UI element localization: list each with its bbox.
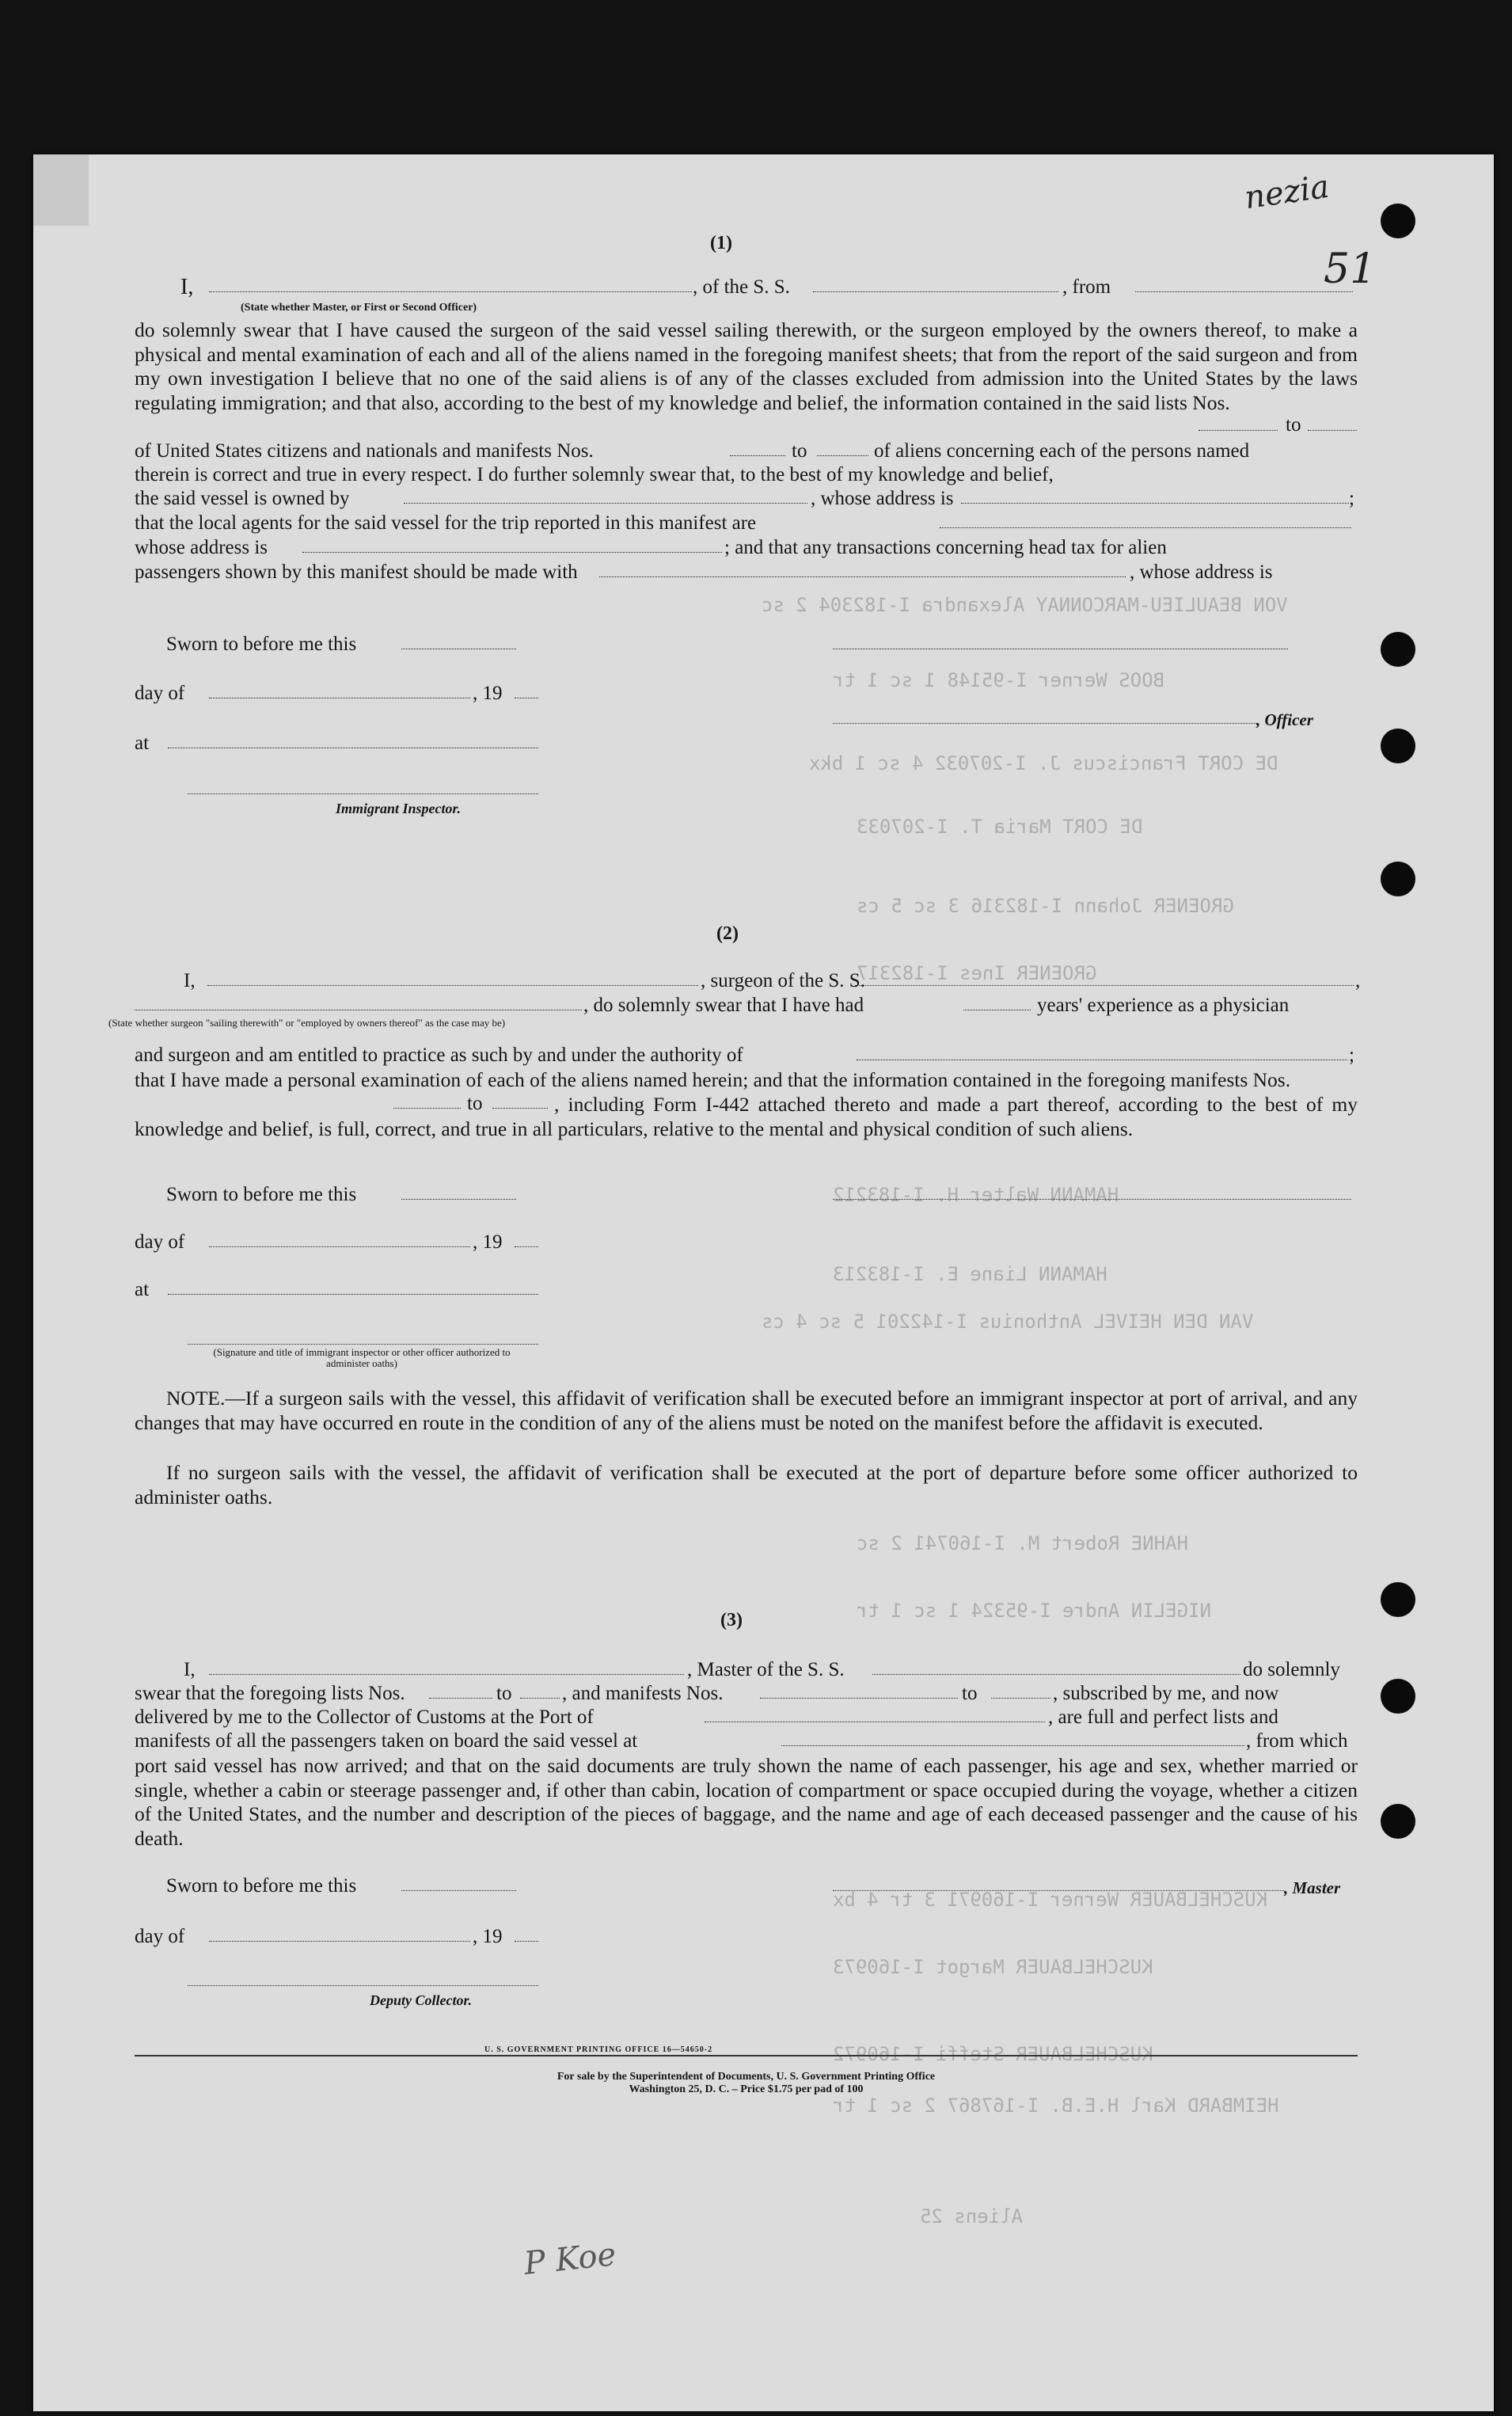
bleed-through-1: VON BEAULIEU-MARCONNAY Alexandra I-182304 2 sc xyxy=(762,594,1288,616)
bleed-through-11: NIGELIN Andre I-95324 1 sc 1 tr xyxy=(857,1600,1211,1622)
s2-manifests-to: to xyxy=(467,1093,483,1114)
s3-deputy-label: Deputy Collector. xyxy=(370,1992,472,2008)
section-3-number: (3) xyxy=(720,1610,743,1630)
s1-tax-contact-field[interactable] xyxy=(599,576,1126,577)
s3-master-signature-field[interactable] xyxy=(833,1890,1284,1891)
s3-body-paragraph: port said vessel has now arrived; and that on the said documents are truly shown the name of each passenger, his age and sex, whether married or single, whether a cabin or steerage passenger and, if other than cabin, location of compartment or space occupied during the voyage, whether a citizen of the United States, and the number and description of the pieces of baggage, and the name and age of each deceased passenger and the cause of his death. xyxy=(135,1754,1358,1850)
s3-to-1: to xyxy=(496,1683,512,1704)
s3-sworn-field[interactable] xyxy=(401,1890,516,1891)
s1-agents-field[interactable] xyxy=(940,527,1351,528)
s1-owner-field[interactable] xyxy=(404,503,807,504)
s1-citizens-text-b: of aliens concerning each of the persons named xyxy=(874,440,1250,462)
s1-owned-by: the said vessel is owned by xyxy=(135,488,350,509)
s1-manifests-from-field[interactable] xyxy=(730,455,785,456)
s2-year: , 19 xyxy=(473,1231,503,1253)
bleed-through-3: DE CORT Franciscus J. I-207032 4 sc 1 bkx xyxy=(809,752,1278,774)
bleed-through-9: VAN DEN HEIVEL Anthonius I-142201 5 sc 4 cs xyxy=(762,1311,1254,1333)
s1-citizens-to: to xyxy=(792,440,807,462)
s3-manifests-to-field[interactable] xyxy=(991,1698,1050,1699)
s3-ship-field[interactable] xyxy=(872,1674,1240,1675)
bleed-through-7: HAMANN Walter H. I-183212 xyxy=(833,1184,1119,1206)
bleed-through-10: HAHNE Robert M. I-160741 2 sc xyxy=(857,1532,1189,1554)
bleed-through-14: KUSCHELBAUER Steffi I-160972 xyxy=(833,2043,1153,2065)
s3-to-2: to xyxy=(962,1683,978,1704)
handwritten-signature: P Koe xyxy=(522,2236,618,2282)
s3-manifests-all: manifests of all the passengers taken on board the said vessel at xyxy=(135,1730,638,1752)
sale-line-1: For sale by the Superintendent of Documents, U. S. Government Printing Office xyxy=(557,2071,936,2083)
bleed-through-15: HEIMBARD Karl H.E.B. I-167867 2 sc 1 tr xyxy=(833,2095,1279,2117)
s1-ship-name-field[interactable] xyxy=(813,291,1058,292)
page-corner xyxy=(33,154,89,226)
s1-sworn-text: Sworn to before me this xyxy=(166,633,357,655)
punch-hole-1 xyxy=(1381,204,1415,238)
s2-surgeon-name-field[interactable] xyxy=(207,985,698,986)
s2-at: at xyxy=(135,1279,150,1300)
s1-day-of: day of xyxy=(135,683,185,704)
punch-hole-4 xyxy=(1381,862,1415,896)
s3-deputy-field[interactable] xyxy=(188,1985,538,1986)
s1-head-tax-text: ; and that any transactions concerning head tax for alien xyxy=(724,537,1167,558)
s2-comma: , xyxy=(1355,970,1361,991)
s2-years-text: years' experience as a physician xyxy=(1037,995,1290,1016)
s2-at-field[interactable] xyxy=(168,1294,538,1295)
s1-agents-address-field[interactable] xyxy=(302,552,722,553)
s1-semicolon-1: ; xyxy=(1349,488,1354,509)
s3-i: I, xyxy=(184,1659,196,1680)
s1-citizens-text: of United States citizens and nationals and manifests Nos. xyxy=(135,440,594,462)
s2-surgeon-of: , surgeon of the S. S. xyxy=(701,970,865,991)
s1-lists-to-field[interactable] xyxy=(1308,430,1357,431)
bleed-through-6: GROENER Ines I-182317 xyxy=(857,962,1097,984)
s3-lists-from-field[interactable] xyxy=(429,1698,492,1699)
s3-port-boarded-field[interactable] xyxy=(781,1745,1244,1746)
s2-surgeon-signature-field[interactable] xyxy=(833,1199,1351,1200)
s2-sub-note: (State whether surgeon "sailing therewith" or "employed by owners thereof" as the case may be) xyxy=(108,1017,506,1029)
footer-rule xyxy=(135,2055,1358,2056)
section-1-number: (1) xyxy=(710,233,732,253)
s1-oath-paragraph: do solemnly swear that I have caused the surgeon of the said vessel sailing therewith, or the surgeon employed by the owners thereof, to make a physical and mental examination of each and all of the aliens named in the foregoing manifest sheets; that from the report of the said surgeon and from my own investigation I believe that no one of the said aliens is of any of the classes excluded from admission into the United States by the laws regulating immigration; and that also, according to the best of my knowledge and belief, the information contained in the said lists Nos. xyxy=(135,318,1358,414)
s3-master-label: , Master xyxy=(1284,1878,1341,1897)
s1-officer-signature-field[interactable] xyxy=(833,723,1256,724)
s2-year-field[interactable] xyxy=(515,1246,538,1247)
s3-sworn-text: Sworn to before me this xyxy=(166,1875,357,1897)
section-2-number: (2) xyxy=(716,923,739,944)
s3-master-name-field[interactable] xyxy=(209,1674,684,1675)
bleed-through-16: Aliens 25 xyxy=(920,2205,1024,2228)
s1-lists-from-field[interactable] xyxy=(1199,430,1278,431)
s2-note-2: If no surgeon sails with the vessel, the affidavit of verification shall be executed at the port of departure before some officer authorized to administer oaths. xyxy=(135,1461,1358,1509)
s1-i: I, xyxy=(180,275,194,299)
s3-year: , 19 xyxy=(473,1926,503,1947)
handwritten-page-number: 51 xyxy=(1324,245,1377,293)
s2-note-1: NOTE.—If a surgeon sails with the vessel, this affidavit of verification shall be executed before an immigrant inspector at port of arrival, and any changes that may have occurred en route in the condition of any of the aliens must be noted on the manifest before the affidavit is executed. xyxy=(135,1387,1358,1434)
bleed-through-2: BOOS Werner I-95148 1 sc 1 tr xyxy=(833,669,1165,691)
punch-hole-5 xyxy=(1381,1582,1415,1617)
bleed-through-4: DE CORT Maria T. I-207033 xyxy=(857,816,1143,838)
s3-swear-lists: swear that the foregoing lists Nos. xyxy=(135,1683,405,1704)
bleed-through-5: GROENER Johann I-182316 3 sc 5 cs xyxy=(857,895,1234,917)
s2-sworn-text: Sworn to before me this xyxy=(166,1184,357,1205)
s1-officer-label: , Officer xyxy=(1256,710,1313,729)
s1-owner-address-field[interactable] xyxy=(961,503,1349,504)
s3-full-perfect: , are full and perfect lists and xyxy=(1048,1706,1278,1728)
s1-owner-address-label: , whose address is xyxy=(811,488,954,509)
s1-from: , from xyxy=(1062,276,1111,298)
s2-day-field[interactable] xyxy=(209,1246,470,1247)
s1-from-port-field[interactable] xyxy=(1135,291,1353,292)
s1-lists-to: to xyxy=(1286,414,1301,436)
s1-inspector-field[interactable] xyxy=(188,793,538,794)
s3-year-field[interactable] xyxy=(515,1941,538,1942)
s3-from-which: , from which xyxy=(1246,1730,1348,1752)
punch-hole-3 xyxy=(1381,729,1415,763)
s3-subscribed: , subscribed by me, and now xyxy=(1053,1683,1279,1704)
sale-line-2: Washington 25, D. C. – Price $1.75 per pad of 100 xyxy=(629,2083,864,2095)
s2-semicolon: ; xyxy=(1349,1044,1354,1066)
s1-passengers-address: , whose address is xyxy=(1130,561,1273,583)
bleed-through-12: KUSCHELBAUER Werner I-160971 3 tr 4 bx xyxy=(833,1889,1268,1911)
s2-examination-paragraph-b: , including Form I-442 attached thereto and made a part thereof, according to the best of my knowledge and belief, is full, correct, and true in all particulars, relative to the mental and physical condition of such aliens. xyxy=(135,1093,1358,1140)
s3-delivered: delivered by me to the Collector of Customs at the Port of xyxy=(135,1706,594,1728)
handwritten-note: nezia xyxy=(1242,168,1332,217)
s1-manifests-to-field[interactable] xyxy=(817,455,868,456)
s2-day-of: day of xyxy=(135,1231,185,1253)
s3-day-field[interactable] xyxy=(209,1941,470,1942)
s3-and-manifests: , and manifests Nos. xyxy=(562,1683,724,1704)
s1-sub-note: (State whether Master, or First or Second Officer) xyxy=(241,302,477,314)
s1-inspector-label: Immigrant Inspector. xyxy=(336,801,462,816)
bleed-through-13: KUSCHELBAUER Margot I-160973 xyxy=(833,1956,1153,1978)
s2-authority-text: and surgeon and am entitled to practice as such by and under the authority of xyxy=(135,1044,743,1066)
s2-examination-paragraph: that I have made a personal examination of each of the aliens named herein; and that the information contained in the foregoing manifests Nos. xyxy=(135,1068,1291,1091)
s2-swear-text: , do solemnly swear that I have had xyxy=(583,995,864,1016)
s2-signature-note: (Signature and title of immigrant inspector or other officer authorized to administer oaths) xyxy=(213,1346,511,1369)
s3-lists-to-field[interactable] xyxy=(520,1698,560,1699)
s1-officer-name-field[interactable] xyxy=(209,291,692,292)
s3-manifests-from-field[interactable] xyxy=(760,1698,958,1699)
s3-day-of: day of xyxy=(135,1926,185,1947)
manifest-page xyxy=(33,154,1494,2411)
s1-correct-text: therein is correct and true in every respect. I do further solemnly swear that, to the best of my knowledge and belief, xyxy=(135,464,1054,485)
s2-inspector-field[interactable] xyxy=(188,1344,538,1345)
s1-of-ship: , of the S. S. xyxy=(693,276,790,298)
s1-year: , 19 xyxy=(473,683,503,704)
gpo-imprint: U. S. GOVERNMENT PRINTING OFFICE 16—54650-2 xyxy=(484,2045,713,2054)
s1-at: at xyxy=(135,732,150,754)
s3-master-of: , Master of the S. S. xyxy=(687,1659,845,1680)
punch-hole-7 xyxy=(1381,1804,1415,1839)
bleed-through-8: HAMANN Liane E. I-183213 xyxy=(833,1263,1107,1285)
s2-sworn-field[interactable] xyxy=(401,1199,516,1200)
s1-agents-text: that the local agents for the said vessel for the trip reported in this manifest are xyxy=(135,512,757,534)
s1-whose-address: whose address is xyxy=(135,537,268,558)
s2-ship-field[interactable] xyxy=(855,985,1354,986)
s3-do-solemnly: do solemnly xyxy=(1243,1659,1340,1680)
punch-hole-2 xyxy=(1381,632,1415,667)
s2-i: I, xyxy=(184,970,196,991)
punch-hole-6 xyxy=(1381,1679,1415,1714)
s1-passengers-text: passengers shown by this manifest should be made with xyxy=(135,561,578,583)
